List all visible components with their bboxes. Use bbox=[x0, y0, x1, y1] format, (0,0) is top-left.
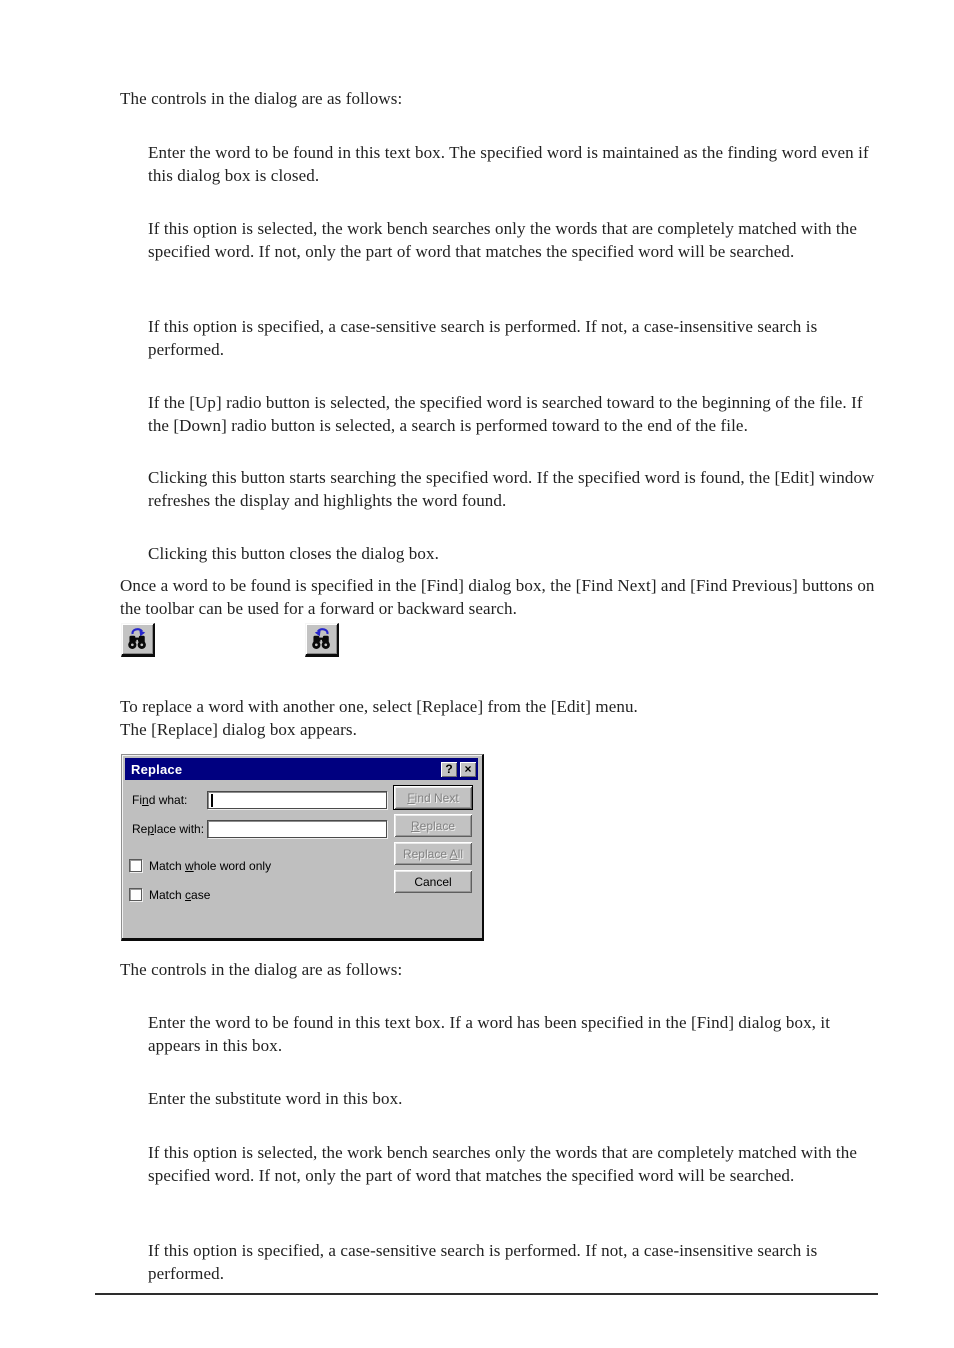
match-whole-word-checkbox[interactable] bbox=[129, 859, 142, 872]
find-what-input[interactable] bbox=[207, 791, 387, 809]
replace-match-case-description: If this option is specified, a case-sensitive search is performed. If not, a case-insensitive search is performed. bbox=[148, 1241, 818, 1283]
replace-match-whole-word-description: If this option is selected, the work bench searches only the words that are completely matched with the specified word. If not, only the part of word that matches the specified word will be searched. bbox=[148, 1143, 857, 1185]
find-previous-icon bbox=[308, 625, 336, 652]
replace-with-input[interactable] bbox=[207, 820, 387, 838]
replace-find-what-description: Enter the word to be found in this text box. If a word has been specified in the [Find] dialog box, it appears in this box. bbox=[148, 1013, 831, 1055]
cancel-button[interactable]: Cancel bbox=[394, 870, 472, 893]
controls-intro-2: The controls in the dialog are as follows: bbox=[120, 960, 403, 979]
replace-intro-line2: The [Replace] dialog box appears. bbox=[120, 719, 357, 739]
cancel-description: Clicking this button closes the dialog box. bbox=[148, 544, 439, 563]
replace-intro-line1: To replace a word with another one, select [Replace] from the [Edit] menu. bbox=[120, 697, 638, 716]
match-whole-word-description: If this option is selected, the work bench searches only the words that are completely matched with the specified word. If not, only the part of word that matches the specified word will be searched. bbox=[148, 219, 857, 261]
find-next-description: Clicking this button starts searching the specified word. If the specified word is found, the [Edit] window refreshes the display and highlights the word found. bbox=[148, 468, 875, 510]
match-whole-word-label[interactable]: Match whole word only bbox=[149, 859, 272, 873]
find-next-button[interactable]: Find Next bbox=[394, 786, 472, 809]
find-previous-toolbar-button[interactable] bbox=[305, 623, 339, 657]
replace-dialog bbox=[121, 754, 484, 941]
match-case-checkbox[interactable] bbox=[129, 888, 142, 901]
find-what-label: Find what: bbox=[132, 793, 188, 807]
close-icon[interactable]: × bbox=[460, 762, 476, 777]
find-next-toolbar-button[interactable] bbox=[121, 623, 155, 657]
replace-all-button[interactable]: Replace All bbox=[394, 842, 472, 865]
direction-description: If the [Up] radio button is selected, the specified word is searched toward to the beginning of the file. If the [Down] radio button is selected, a search is performed toward to the end of the file. bbox=[148, 393, 863, 435]
help-icon[interactable]: ? bbox=[441, 762, 457, 777]
toolbar-note: Once a word to be found is specified in the [Find] dialog box, the [Find Next] and [Find Previous] buttons on the toolbar can be used for a forward or backward search. bbox=[120, 576, 875, 618]
find-what-description: Enter the word to be found in this text box. The specified word is maintained as the finding word even if this dialog box is closed. bbox=[148, 143, 869, 185]
replace-intro bbox=[120, 696, 882, 741]
replace-dialog-titlebar[interactable] bbox=[125, 758, 478, 780]
text-caret bbox=[211, 794, 213, 807]
controls-intro-1: The controls in the dialog are as follows: bbox=[120, 89, 403, 108]
replace-button[interactable]: Replace bbox=[394, 814, 472, 837]
match-case-description: If this option is specified, a case-sensitive search is performed. If not, a case-insensitive search is performed. bbox=[148, 317, 818, 359]
footer-divider bbox=[95, 1293, 878, 1295]
dialog-title: Replace bbox=[131, 761, 183, 777]
match-case-label[interactable]: Match case bbox=[149, 888, 211, 902]
find-next-icon bbox=[124, 625, 152, 652]
replace-with-label: Replace with: bbox=[132, 822, 205, 836]
replace-with-description: Enter the substitute word in this box. bbox=[148, 1089, 403, 1108]
